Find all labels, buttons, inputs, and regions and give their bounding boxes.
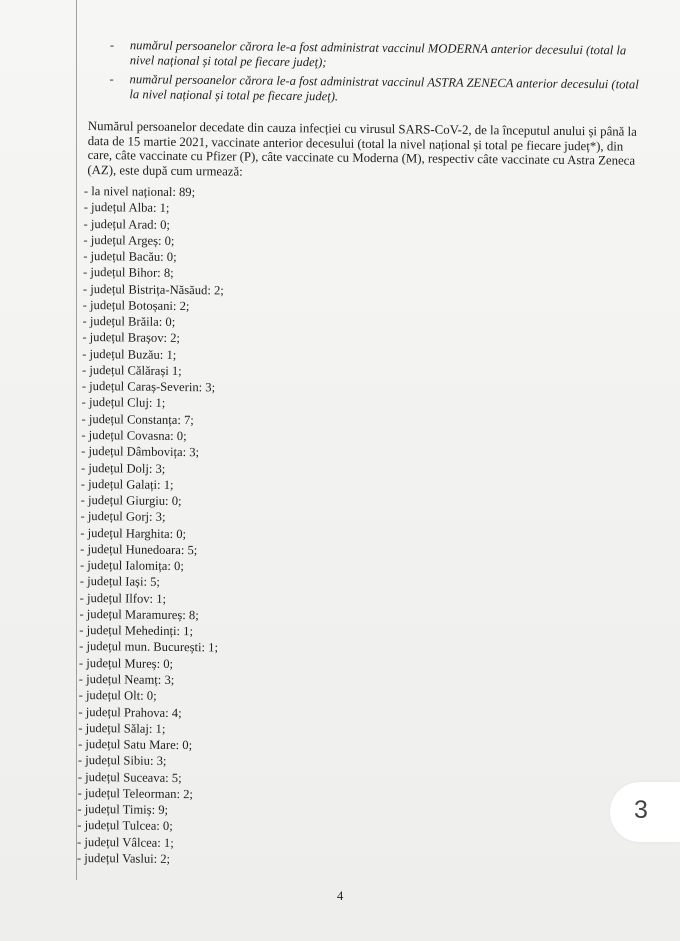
list-item-county: - județul Gorj: 3; (80, 509, 166, 525)
bullet-item-moderna (110, 38, 640, 74)
list-item-county: - județul Harghita: 0; (80, 525, 187, 541)
list-item-county: - județul Tulcea: 0; (77, 818, 173, 834)
list-item-county: - județul Giurgiu: 0; (80, 493, 182, 509)
list-item-county: - județul Galați: 1; (80, 476, 174, 492)
page-number: 4 (337, 889, 344, 903)
list-item-county: - județul Buzău: 1; (82, 346, 177, 362)
list-item-county: - județul Alba: 1; (83, 200, 170, 216)
bullet-marker: - (109, 71, 114, 87)
list-item-county: - județul Covasna: 0; (81, 427, 187, 444)
list-item-county: - județul Vâlcea: 1; (77, 834, 174, 850)
list-item-county: - județul Argeș: 0; (83, 232, 175, 248)
list-item-county: - județul Maramureș: 8; (79, 606, 199, 623)
list-item-county: - județul Iași: 5; (79, 574, 161, 590)
list-item-county: - județul Bihor: 8; (82, 265, 174, 281)
county-death-list (77, 183, 384, 869)
list-item-county: - județul Neamț: 3; (78, 671, 175, 687)
list-item-county: - județul Mehedinți: 1; (79, 623, 194, 639)
list-item-county: - județul Teleorman: 2; (77, 785, 194, 802)
list-item-county: - județul Prahova: 4; (78, 704, 182, 720)
list-item-county: - județul Caraș-Severin: 3; (81, 379, 216, 395)
bullet-text: numărul persoanelor cărora le-a fost administrat vaccinul ASTRA ZENECA anterior decesului (total la nivel național și total pe fiecare județ). (129, 72, 639, 104)
list-item-county: - județul Vaslui: 2; (76, 850, 171, 866)
list-item-county: - județul Arad: 0; (83, 216, 171, 232)
list-item-county: - județul Cluj: 1; (81, 395, 166, 411)
image-index-number: 3 (634, 796, 648, 824)
list-item-county: - județul Sibiu: 3; (77, 753, 167, 769)
list-item-county: - județul Constanța: 7; (81, 411, 194, 427)
bullet-marker: - (109, 38, 115, 53)
list-item-county: - județul Satu Mare: 0; (78, 737, 193, 753)
list-item-county: - județul Bistrița-Năsăud: 2; (82, 281, 224, 298)
list-item-county: - județul Ilfov: 1; (79, 590, 167, 606)
bullet-text: numărul persoanelor cărora le-a fost administrat vaccinul MODERNA anterior decesului (total la nivel național și total pe fiecare județ); (129, 38, 627, 70)
bullet-list (109, 38, 640, 112)
list-item-county: - județul Dolj: 3; (80, 460, 166, 476)
list-item-county: - județul Sălaj: 1; (78, 720, 166, 736)
list-item-county: - județul Suceava: 5; (77, 769, 182, 785)
list-item-county: - județul mun. București: 1; (79, 639, 219, 655)
list-item-county: - județul Ialomița: 0; (79, 558, 184, 574)
list-item-county: - județul Brăila: 0; (82, 314, 176, 330)
binding-margin-line (76, 0, 77, 880)
list-item-county: - județul Călărași 1; (81, 362, 182, 378)
list-item-county: - județul Hunedoara: 5; (80, 541, 198, 558)
list-item-county: - județul Brașov: 2; (82, 330, 181, 346)
list-item-county: - județul Mureș: 0; (78, 655, 174, 671)
list-item-county: - județul Botoșani: 2; (82, 297, 190, 313)
intro-paragraph: Numărul persoanelor decedate din cauza infecției cu virusul SARS-CoV-2, de la începutul anului și până la data de 15 martie 2021, vaccinate anterior decesului (total la nivel național și total pe fiecare județ*), din care, câte vaccinate cu Pfizer (P), câte vaccinate cu Moderna (M), respectiv câte vaccinate cu Astra Zeneca (AZ), este după cum urmează: (87, 119, 637, 179)
list-item-county: - județul Bacău: 0; (83, 249, 177, 265)
list-item-county: - județul Dâmbovița: 3; (81, 444, 200, 460)
list-item-national: - la nivel național: 89; (83, 183, 196, 200)
list-item-county: - județul Olt: 0; (78, 688, 157, 704)
list-item-county: - județul Timiș: 9; (77, 802, 169, 818)
bullet-item-astrazeneca (109, 72, 639, 108)
